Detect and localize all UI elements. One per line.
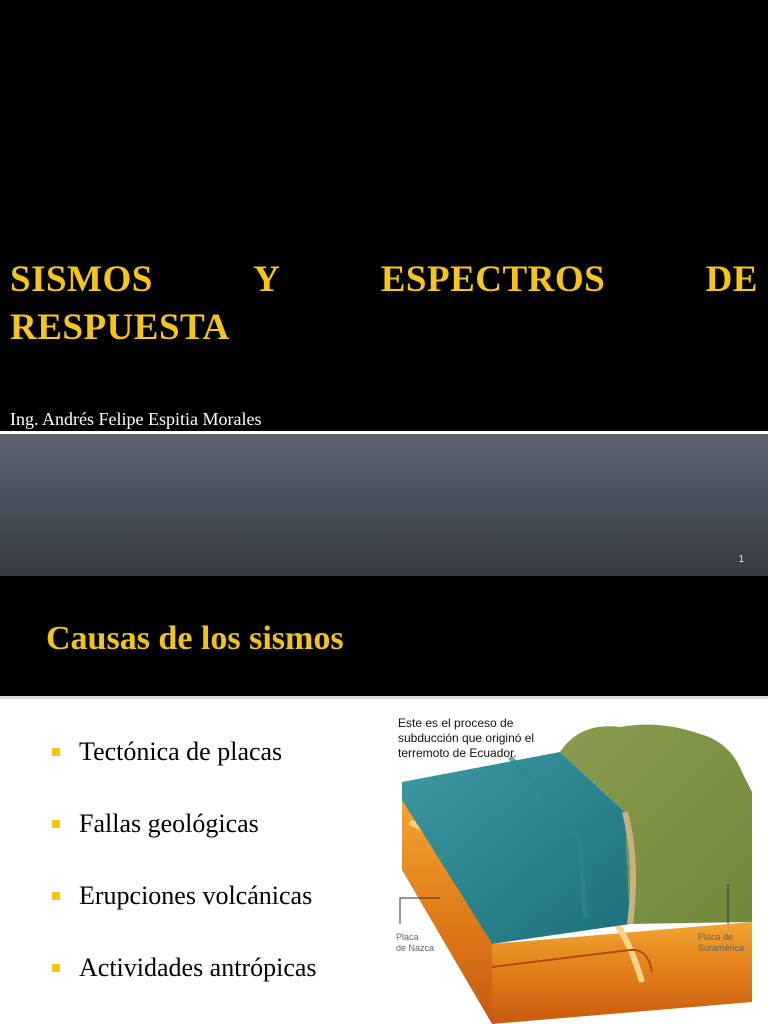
list-item: [52, 806, 317, 842]
title-word: SISMOS: [10, 259, 153, 300]
list-item-text: Erupciones volcánicas: [79, 881, 313, 910]
title-line-2: RESPUESTA: [10, 307, 230, 348]
list-item-text: Fallas geológicas: [79, 809, 259, 838]
subduction-figure: [380, 712, 760, 1024]
bullet-list: [52, 734, 317, 1022]
list-item-text: Actividades antrópicas: [79, 953, 317, 982]
list-item: [52, 950, 317, 986]
bullet-square-icon: [52, 964, 60, 972]
list-item: [52, 878, 317, 914]
label-south-american-plate: Placa de Suramérica: [698, 932, 745, 953]
slide-header: [0, 576, 768, 696]
list-item-text: Tectónica de placas: [79, 737, 283, 766]
title-word: Y: [253, 259, 281, 300]
title-word: ESPECTROS: [380, 259, 606, 300]
bullet-square-icon: [52, 892, 60, 900]
footer-band: [0, 434, 768, 576]
slide-title: [10, 256, 758, 352]
divider: [0, 696, 768, 699]
label-nazca-plate: Placa de Nazca: [396, 932, 435, 953]
figure-caption: Este es el proceso de subducción que originó el terremoto de Ecuador.: [398, 716, 535, 760]
slide-title: Causas de los sismos: [46, 620, 344, 657]
list-item: [52, 734, 317, 770]
bullet-square-icon: [52, 748, 60, 756]
title-word: DE: [705, 259, 758, 300]
author-name: Ing. Andrés Felipe Espitia Morales: [10, 409, 262, 429]
content-slide: [0, 576, 768, 1024]
bullet-square-icon: [52, 820, 60, 828]
page-number: 1: [738, 554, 744, 565]
